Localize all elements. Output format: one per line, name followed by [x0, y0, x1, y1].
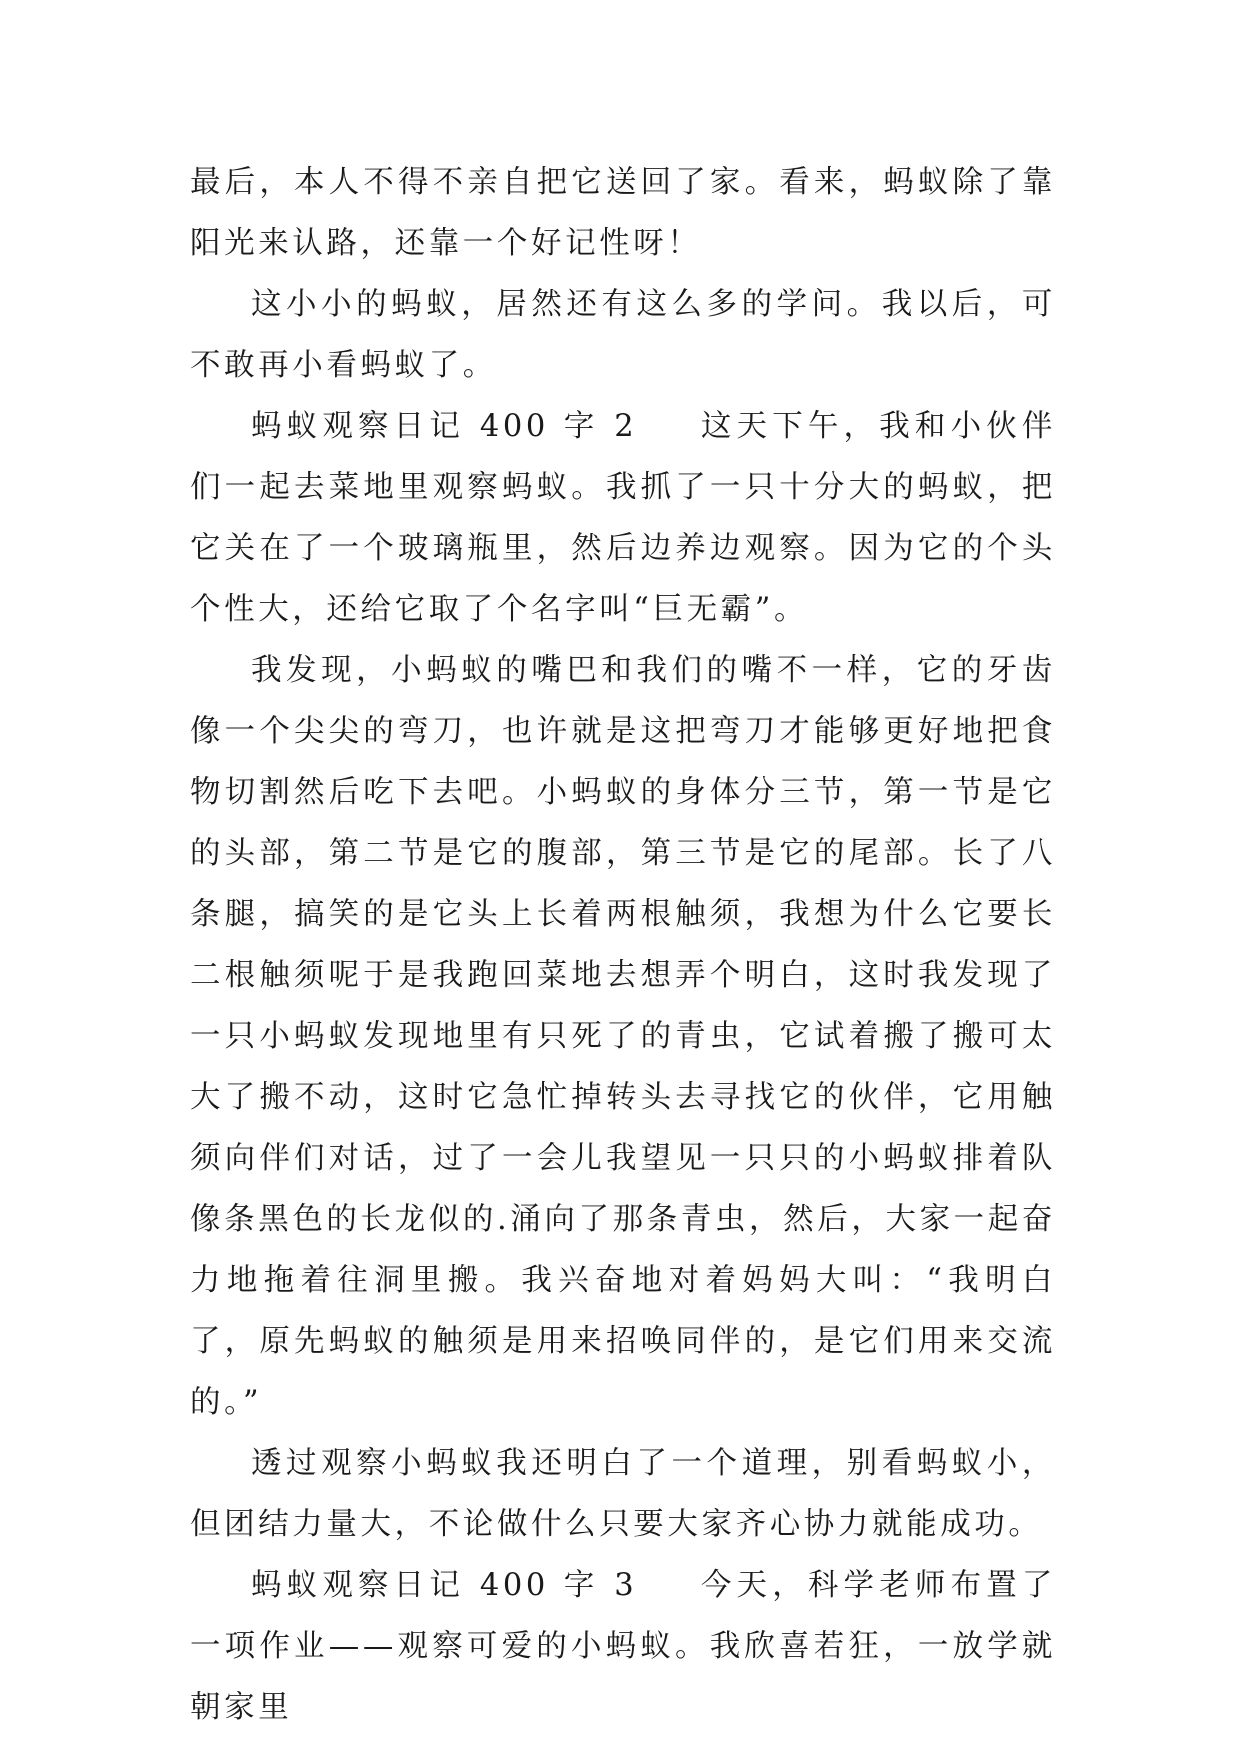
paragraph-1 — [190, 152, 1056, 274]
paragraph-3 — [190, 396, 1056, 640]
paragraph-4 — [190, 640, 1056, 1433]
paragraph-6-text: 今天，科学老师布置了一项作业——观察可爱的小蚂蚁。我欣喜若狂，一放学就朝家里 — [190, 1568, 1057, 1725]
paragraph-2 — [190, 274, 1056, 396]
paragraph-1-text: 最后，本人不得不亲自把它送回了家。看来，蚂蚁除了靠阳光来认路，还靠一个好记性呀！ — [190, 165, 1056, 261]
paragraph-3-text: 这天下午，我和小伙伴们一起去菜地里观察蚂蚁。我抓了一只十分大的蚂蚁，把它关在了一个玻璃瓶里，然后边养边观察。因为它的个头个性大，还给它取了个名字叫“巨无霸”。 — [190, 409, 1057, 627]
paragraph-6 — [190, 1555, 1056, 1738]
document-body — [190, 152, 1056, 1738]
section-heading-3: 蚂蚁观察日记 400 字 3 — [251, 1568, 638, 1603]
paragraph-5-text: 透过观察小蚂蚁我还明白了一个道理，别看蚂蚁小，但团结力量大，不论做什么只要大家齐心协力就能成功。 — [190, 1446, 1056, 1542]
paragraph-2-text: 这小小的蚂蚁，居然还有这么多的学问。我以后，可不敢再小看蚂蚁了。 — [190, 287, 1056, 383]
paragraph-5 — [190, 1433, 1056, 1555]
section-heading-2: 蚂蚁观察日记 400 字 2 — [251, 409, 638, 444]
paragraph-4-text: 我发现，小蚂蚁的嘴巴和我们的嘴不一样，它的牙齿像一个尖尖的弯刀，也许就是这把弯刀才能够更好地把食物切割然后吃下去吧。小蚂蚁的身体分三节，第一节是它的头部，第二节是它的腹部，第三节是它的尾部。长了八条腿，搞笑的是它头上长着两根触须，我想为什么它要长二根触须呢于是我跑回菜地去想弄个明白，这时我发现了一只小蚂蚁发现地里有只死了的青虫，它试着搬了搬可太大了搬不动，这时它急忙掉转头去寻找它的伙伴，它用触须向伴们对话，过了一会儿我望见一只只的小蚂蚁排着队像条黑色的长龙似的.涌向了那条青虫，然后，大家一起奋力地拖着往洞里搬。我兴奋地对着妈妈大叫：“我明白了，原先蚂蚁的触须是用来招唤同伴的，是它们用来交流的。” — [190, 653, 1056, 1420]
